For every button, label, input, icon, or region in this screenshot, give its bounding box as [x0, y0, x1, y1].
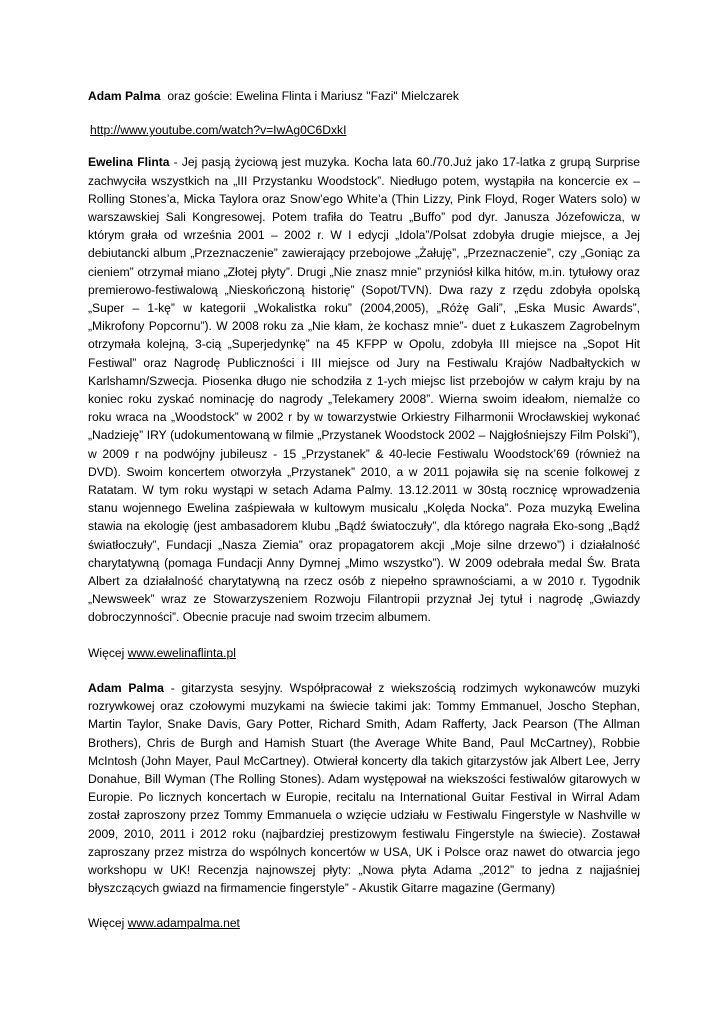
- adam-bio: - gitarzysta sesyjny. Współpracował z wiekszością rodzimych wykonawców muzyki rozrywkowej oraz czołowymi muzykami na świecie takimi jak: Tommy Emmanuel, Joscho Stephan, Martin Taylor, Snake Davis, Gary Potter, Richard Smith, Adam Rafferty, Jack Pearson (The Allman Brothers), Chris de Burgh and Hamish Stuart (the Average White Band, Paul McCartney), Robbie McIntosh (John Mayer, Paul McCartney). Otwierał koncerty dla takich gitarzystów jak Albert Lee, Jerry Donahue, Bill Wyman (The Rolling Stones). Adam występował na wiekszości festiwalów gitarowych w Europie. Po licznych koncertach w Europie, recitalu na International Guitar Festival in Wirral Adam został zaproszony przez Tommy Emmanuela o wzięcie udziału w Festiwalu Fingerstyle w Nashville w 2009, 2010, 2011 i 2012 roku (najbardziej prestizowym festiwalu Fingerstyle na świecie). Zostawał zaproszany przez mistrza do wspólnych koncertów w USA, UK i Polsce oraz nawet do otwarcia jego workshopu w UK! Recenzja najnowszej płyty: „Nowa płyta Adama „2012” to jedna z najjaśniej błyszczących gwiazd na firmamencie fingerstyle” - Akustik Gitarre magazine (Germany): [88, 680, 640, 896]
- video-link[interactable]: http://www.youtube.com/watch?v=IwAg0C6DxkI: [90, 123, 347, 138]
- adam-more-label: Więcej: [88, 916, 128, 931]
- adam-bio-paragraph: [88, 679, 640, 897]
- ewelina-more-line: [88, 644, 640, 662]
- header-name: Adam Palma: [88, 89, 161, 103]
- header-guests: oraz goście: Ewelina Flinta i Mariusz "Fazi" Mielczarek: [167, 89, 459, 103]
- ewelina-website-link[interactable]: www.ewelinaflinta.pl: [127, 645, 236, 660]
- video-link-line: [88, 121, 640, 139]
- adam-name: Adam Palma: [88, 680, 164, 695]
- ewelina-name: Ewelina Flinta: [88, 155, 170, 170]
- ewelina-more-label: Więcej: [88, 645, 125, 660]
- ewelina-bio-paragraph: [88, 153, 640, 626]
- adam-more-line: [88, 914, 640, 932]
- header-line: [88, 87, 640, 105]
- adam-website-link[interactable]: www.adampalma.net: [127, 916, 240, 931]
- ewelina-bio: - Jej pasją życiową jest muzyka. Kocha lata 60./70.Już jako 17-latka z grupą Surprise zachwyciła wszystkich na „III Przystanku Woodstock”. Niedługo potem, wystąpiła na koncercie ex – Rolling Stones’a, Micka Taylora oraz Snow’ego White’a (Thin Lizzy, Pink Floyd, Roger Waters solo) w warszawskiej Sali Kongresowej. Potem trafiła do Teatru „Buffo” pod dyr. Janusza Józefowicza, w którym grała od września 2001 – 2002 r. W I edycji „Idola”/Polsat zdobyła drugie miejsce, a Jej debiutancki album „Przeznaczenie” zawierający przebojowe „Żałuję”, „Przeznaczenie”, czy „Goniąc za cieniem” otrzymał miano „Złotej płyty”. Drugi „Nie znasz mnie” przyniósł kilka hitów, m.in. tytułowy oraz premierowo-festiwalową „Nieskończoną historię” (Sopot/TVN). Dwa razy z rzędu zdobyła opolską „Super – 1-kę” w kategorii „Wokalistka roku” (2004,2005), „Różę Gali”, „Eska Music Awards”, „Mikrofony Popcornu”). W 2008 roku za „Nie kłam, że kochasz mnie”- duet z Łukaszem Zagrobelnym otrzymała kolejną, 3-cią „Superjedynkę” na 45 KFPP w Opolu, zdobyła III miejsce na „Sopot Hit Festiwal” oraz Nagrodę Publiczności i III miejsce od Jury na Festiwalu Krajów Nadbałtyckich w Karlshamn/Szwecja. Piosenka długo nie schodziła z 1-ych miejsc list przebojów w całym kraju by na koniec roku zyskać nominację do nagrody „Telekamery 2008”. Wierna swoim ideałom, niemalże co roku wraca na „Woodstock” w 2002 r by w towarzystwie Orkiestry Filharmonii Wrocławskiej wykonać „Nadzieję” IRY (udokumentowaną w filmie „Przystanek Woodstock 2002 – Najgłośniejszy Film Polski”), w 2009 r na podwójny jubileusz - 15 „Przystanek” & 40-lecie Festiwalu Woodstock’69 (również na DVD). Swoim koncertem otworzyła „Przystanek” 2010, a w 2011 pojawiła się na scenie folkowej z Ratatam. W tym roku wystąpi w setach Adama Palmy. 13.12.2011 w 30stą rocznicę wprowadzenia stanu wojennego Ewelina zaśpiewała w kultowym musicalu „Kolęda Nocka”. Poza muzyką Ewelina stawia na ekologię (jest ambasadorem klubu „Bądź światoczuły”, dla którego nagrała Eko-song „Bądź światłoczuły”, Fundacji „Nasza Ziemia” oraz propagatorem akcji „Moje silne drzewo”) i działalność charytatywną (pomaga Fundacji Anny Dymnej „Mimo wszystko”). W 2009 odebrała medal Św. Brata Albert za działalność charytatywną na rzecz osób z niepełno sprawnościami, a w 2010 r. Tygodnik „Newsweek” wraz ze Stowarzyszeniem Rozwoju Filantropii przyznał Jej tytuł i nagrodę „Gwiazdy dobroczynności”. Obecnie pracuje nad swoim trzecim albumem.: [88, 155, 640, 625]
